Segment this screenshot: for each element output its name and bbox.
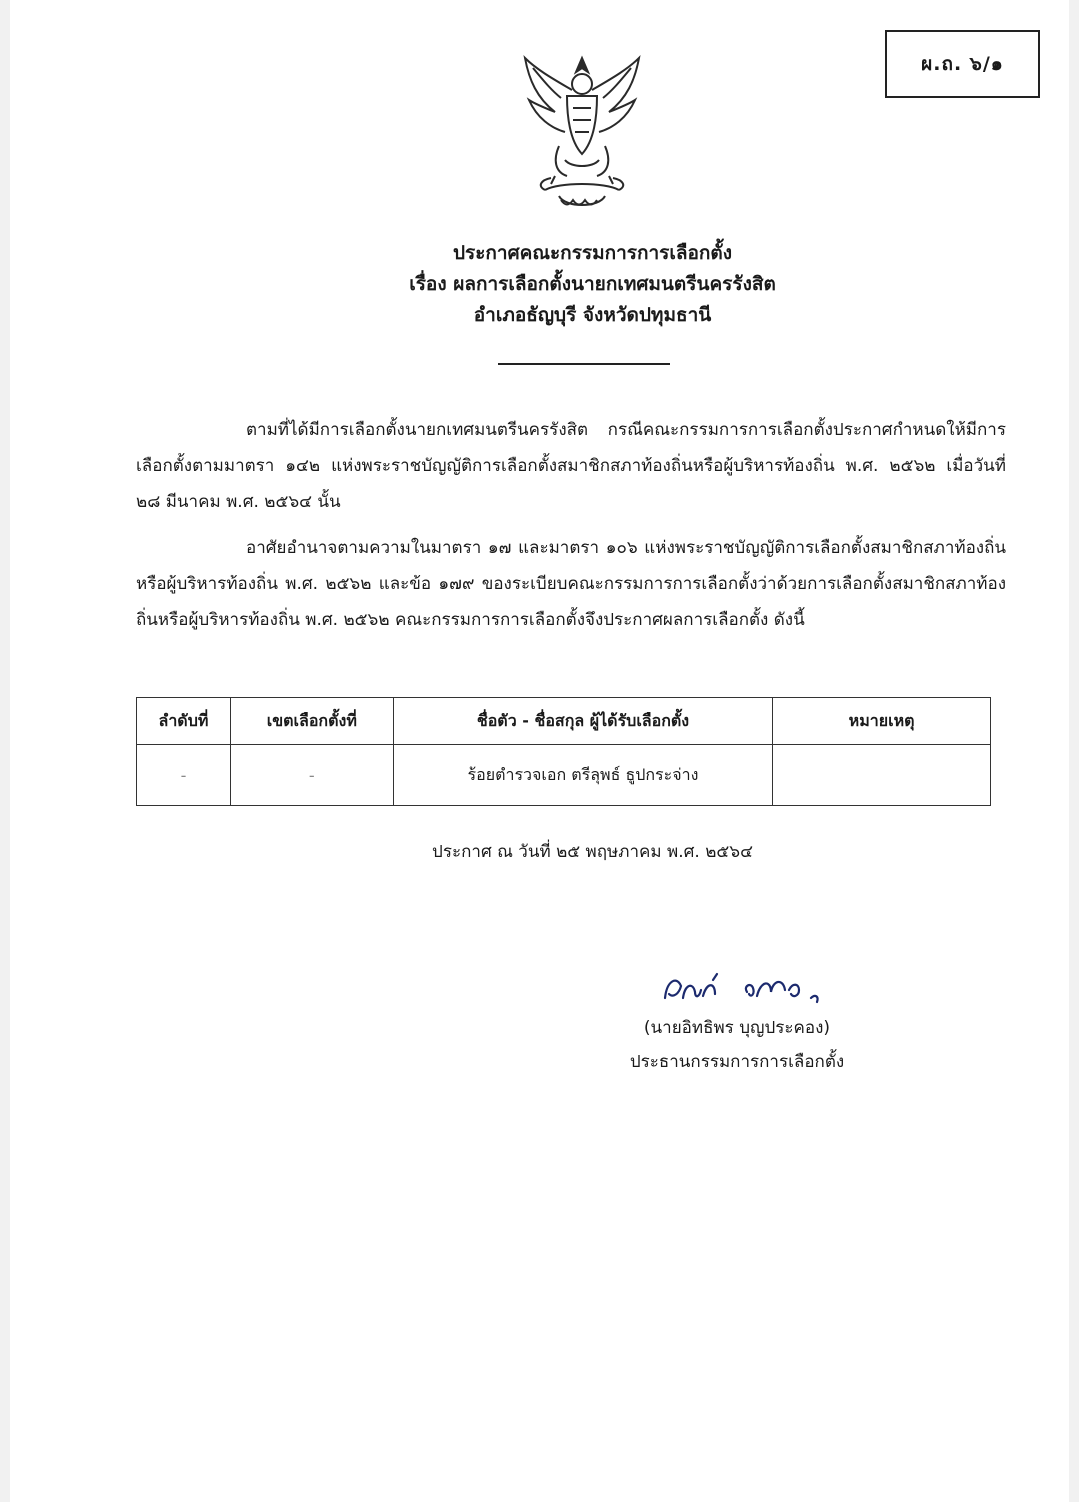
table-cell: - [137,745,231,806]
table-cell: - [230,745,393,806]
paragraph-1-text: ตามที่ได้มีการเลือกตั้งนายกเทศมนตรีนครรังสิต กรณีคณะกรรมการการเลือกตั้งประกาศกำหนดให้มีการเลือกตั้งตามมาตรา ๑๔๒ แห่งพระราชบัญญัติการเลือกตั้งสมาชิกสภาท้องถิ่นหรือผู้บริหารท้องถิ่น พ.ศ. ๒๕๖๒ เมื่อวันที่ ๒๘ มีนาคม พ.ศ. ๒๕๖๔ นั้น [136,420,1006,512]
signatory-name: (นายอิทธิพร บุญประคอง) [643,1018,831,1038]
election-result-table [136,697,991,806]
header-line-2: เรื่อง ผลการเลือกตั้งนายกเทศมนตรีนครรังสิต [409,273,776,295]
table-cell: ร้อยตำรวจเอก ตรีลุพธ์ ธูปกระจ่าง [393,745,772,806]
garuda-emblem-icon [515,50,650,220]
announcement-date: ประกาศ ณ วันที่ ๒๕ พฤษภาคม พ.ศ. ๒๕๖๔ [432,842,753,862]
body-paragraph-1 [136,412,1006,520]
column-header: หมายเหตุ [773,698,991,745]
signatory-title: ประธานกรรมการการเลือกตั้ง [629,1052,845,1072]
column-header: เขตเลือกตั้งที่ [230,698,393,745]
body-paragraph-2 [136,530,1006,638]
header-line-1: ประกาศคณะกรรมการการเลือกตั้ง [452,242,733,264]
header-divider [498,363,670,365]
column-header: ลำดับที่ [137,698,231,745]
announcement-header [10,238,1079,331]
document-page [10,0,1069,1502]
paragraph-2-text: อาศัยอำนาจตามความในมาตรา ๑๗ และมาตรา ๑๐๖ แห่งพระราชบัญญัติการเลือกตั้งสมาชิกสภาท้องถิ่นหรือผู้บริหารท้องถิ่น พ.ศ. ๒๕๖๒ และข้อ ๑๗๙ ของระเบียบคณะกรรมการการเลือกตั้งว่าด้วยการเลือกตั้งสมาชิกสภาท้องถิ่นหรือผู้บริหารท้องถิ่น พ.ศ. ๒๕๖๒ คณะกรรมการการเลือกตั้งจึงประกาศผลการเลือกตั้ง ดังนี้ [136,538,1006,630]
table-header-row [137,698,991,745]
table-cell [773,745,991,806]
column-header: ชื่อตัว - ชื่อสกุล ผู้ได้รับเลือกตั้ง [393,698,772,745]
form-code-box [885,30,1040,98]
table-row [137,745,991,806]
header-line-3: อำเภอธัญบุรี จังหวัดปทุมธานี [473,304,712,326]
form-code-label: ผ.ถ. ๖/๑ [921,53,1004,75]
handwritten-signature [655,968,845,1013]
